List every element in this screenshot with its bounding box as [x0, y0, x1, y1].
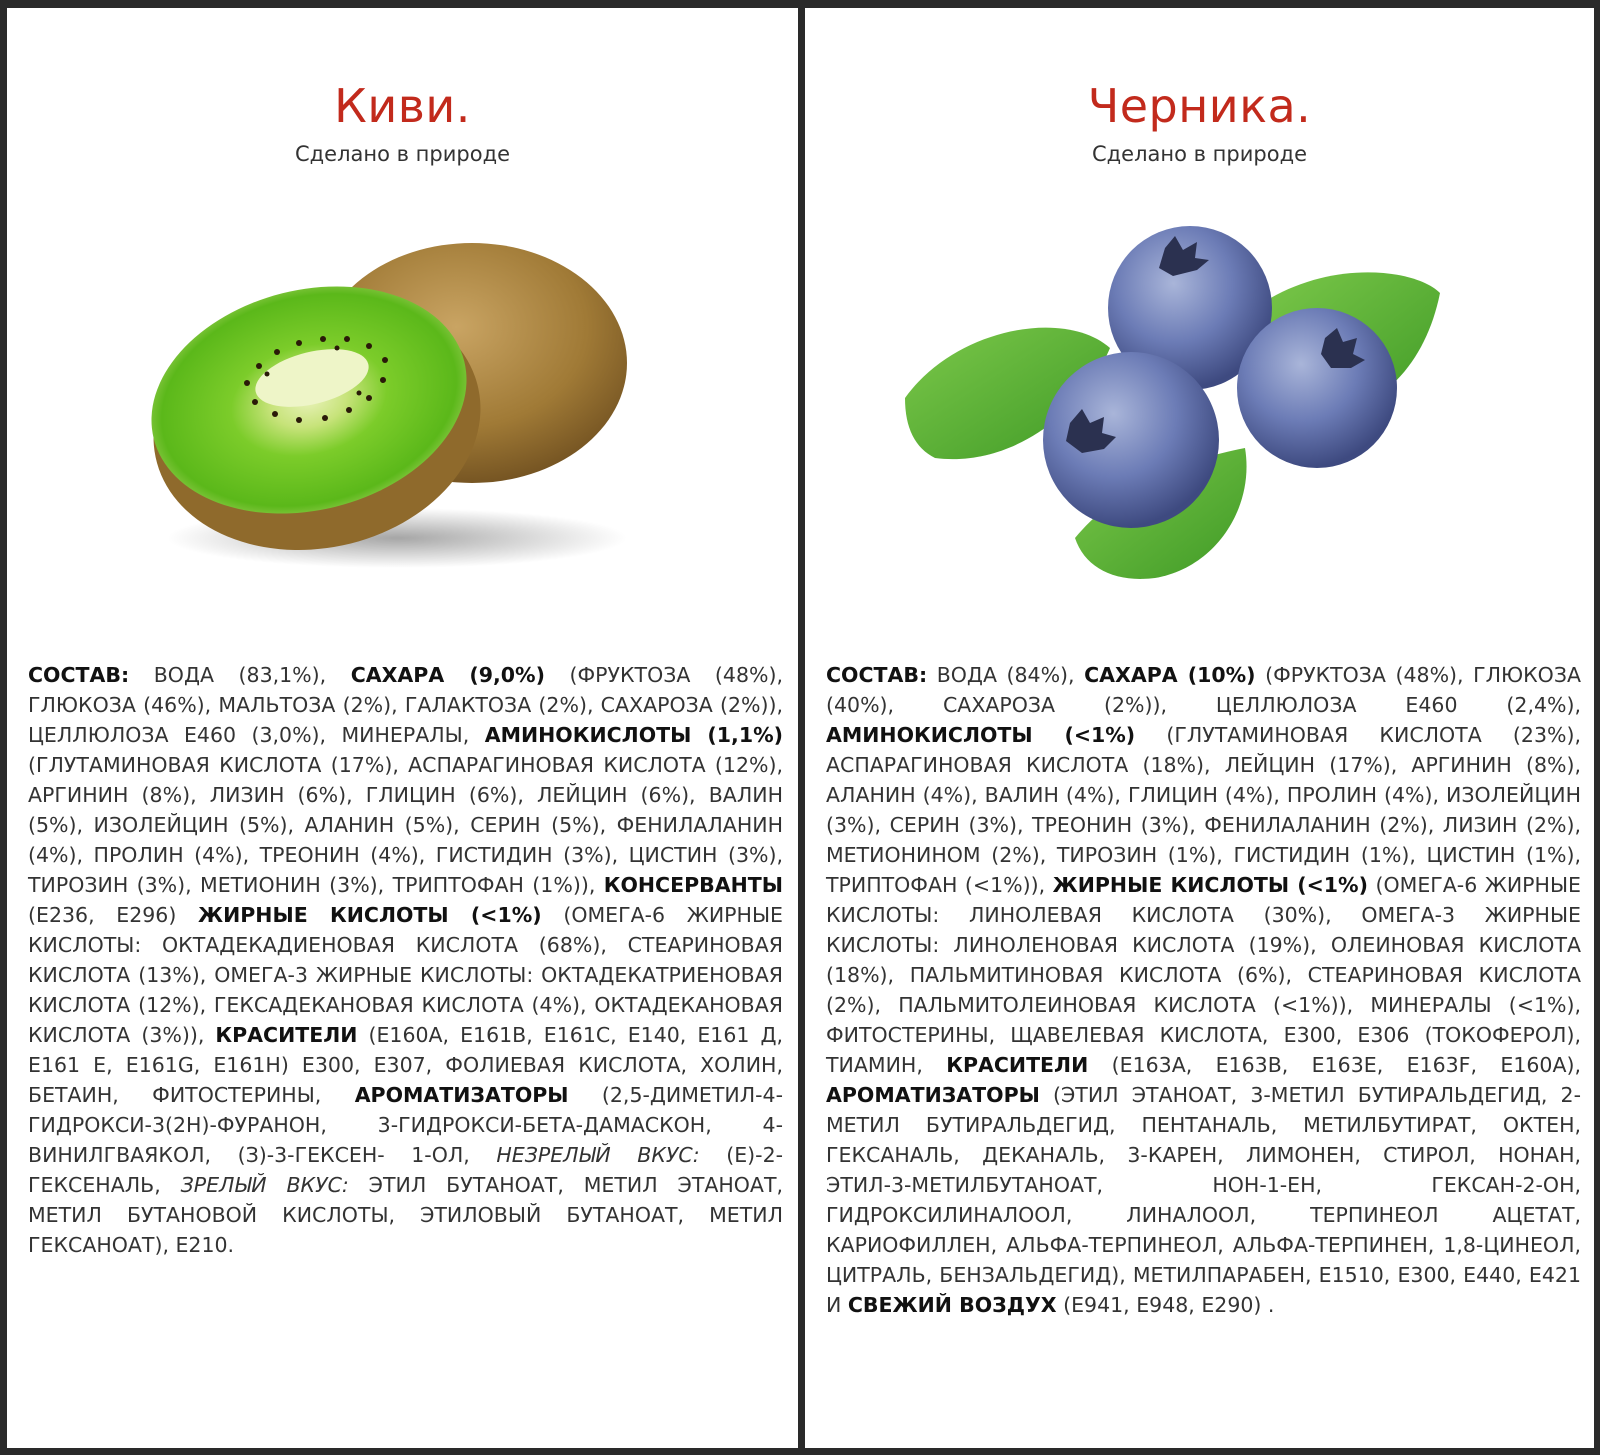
- kiwi-image: [127, 208, 667, 598]
- composition-bold-term: КРАСИТЕЛИ: [215, 1023, 358, 1047]
- composition-text: ЭТИЛ БУТАНОАТ, МЕТИЛ ЭТАНОАТ, МЕТИЛ БУТАНОВОЙ КИСЛОТЫ, ЭТИЛОВЫЙ БУТАНОАТ, МЕТИЛ ГЕКСАНОАТ), Е210.: [28, 1173, 783, 1257]
- kiwi-card: [7, 8, 798, 1448]
- composition-italic-term: ЗРЕЛЫЙ ВКУС:: [180, 1173, 349, 1197]
- composition-text: (Е941, Е948, Е290) .: [1056, 1293, 1275, 1317]
- composition-bold-term: СОСТАВ:: [28, 663, 130, 687]
- composition-text: (ФРУКТОЗА (48%), ГЛЮКОЗА (46%), МАЛЬТОЗА (2%), ГАЛАКТОЗА (2%), САХАРОЗА (2%)), ЦЕЛЛЮЛОЗА Е460 (3,0%), МИНЕРАЛЫ,: [28, 663, 783, 747]
- kiwi-composition: [28, 660, 783, 1260]
- composition-text: (ФРУКТОЗА (48%), ГЛЮКОЗА (40%), САХАРОЗА (2%)), ЦЕЛЛЮЛОЗА Е460 (2,4%),: [826, 663, 1581, 717]
- composition-bold-term: АМИНОКИСЛОТЫ (1,1%): [484, 723, 783, 747]
- composition-bold-term: АМИНОКИСЛОТЫ (<1%): [826, 723, 1136, 747]
- composition-bold-term: САХАРА (10%): [1084, 663, 1256, 687]
- composition-text: (ГЛУТАМИНОВАЯ КИСЛОТА (17%), АСПАРАГИНОВАЯ КИСЛОТА (12%), АРГИНИН (8%), ЛИЗИН (6%), ГЛИЦИН (6%), ЛЕЙЦИН (6%), ВАЛИН (5%), ИЗОЛЕЙЦИН (5%), АЛАНИН (5%), СЕРИН (5%), ФЕНИЛАЛАНИН (4%), ПРОЛИН (4%), ТРЕОНИН (4%), ГИСТИДИН (3%), ЦИСТИН (3%), ТИРОЗИН (3%), МЕТИОНИН (3%), ТРИПТОФАН (1%)),: [28, 753, 783, 897]
- composition-bold-term: СВЕЖИЙ ВОЗДУХ: [847, 1293, 1057, 1317]
- composition-bold-term: АРОМАТИЗАТОРЫ: [826, 1083, 1040, 1107]
- composition-italic-term: НЕЗРЕЛЫЙ ВКУС:: [496, 1143, 700, 1167]
- composition-bold-term: СОСТАВ:: [826, 663, 928, 687]
- composition-text: (ОМЕГА-6 ЖИРНЫЕ КИСЛОТЫ: ОКТАДЕКАДИЕНОВАЯ КИСЛОТА (68%), СТЕАРИНОВАЯ КИСЛОТА (13%), ОМЕГА-3 ЖИРНЫЕ КИСЛОТЫ: ОКТАДЕКАТРИЕНОВАЯ КИСЛОТА (12%), ГЕКСАДЕКАНОВАЯ КИСЛОТА (4%), ОКТАДЕКАНОВАЯ КИСЛОТА (3%)),: [28, 903, 783, 1047]
- composition-bold-term: КОНСЕРВАНТЫ: [603, 873, 783, 897]
- kiwi-title: Киви.: [334, 79, 471, 133]
- blueberry-image: [895, 218, 1455, 598]
- composition-text: (Е160А, Е161В, Е161С, Е140, Е161 Д, Е161 Е, Е161G, Е161Н) Е300, Е307, ФОЛИЕВАЯ КИСЛОТА, ХОЛИН, БЕТАИН, ФИТОСТЕРИНЫ,: [28, 1023, 783, 1107]
- kiwi-subtitle: Сделано в природе: [294, 142, 511, 166]
- composition-text: (2,5-ДИМЕТИЛ-4-ГИДРОКСИ-3(2Н)-ФУРАНОН, 3-ГИДРОКСИ-БЕТА-ДАМАСКОН, 4-ВИНИЛГВАЯКОЛ, (З)-3-ГЕКСЕН- 1-ОЛ,: [28, 1083, 783, 1167]
- blueberry-subtitle: Сделано в природе: [1091, 142, 1308, 166]
- composition-bold-term: ЖИРНЫЕ КИСЛОТЫ (<1%): [1052, 873, 1368, 897]
- composition-text: (ГЛУТАМИНОВАЯ КИСЛОТА (23%), АСПАРАГИНОВАЯ КИСЛОТА (18%), ЛЕЙЦИН (17%), АРГИНИН (8%), АЛАНИН (4%), ВАЛИН (4%), ГЛИЦИН (4%), ПРОЛИН (4%), ИЗОЛЕЙЦИН (3%), СЕРИН (3%), ТРЕОНИН (3%), ФЕНИЛАЛАНИН (2%), ЛИЗИН (2%), МЕТИОНИНОМ (2%), ТИРОЗИН (1%), ГИСТИДИН (1%), ЦИСТИН (1%), ТРИПТОФАН (<1%)),: [826, 723, 1581, 897]
- composition-text: (Е163А, Е163В, Е163Е, Е163F, Е160А),: [1088, 1053, 1581, 1077]
- composition-bold-term: ЖИРНЫЕ КИСЛОТЫ (<1%): [198, 903, 542, 927]
- blueberry-composition: [826, 660, 1581, 1320]
- composition-bold-term: АРОМАТИЗАТОРЫ: [354, 1083, 569, 1107]
- composition-text: ВОДА (83,1%),: [129, 663, 351, 687]
- blueberry-card: [805, 8, 1594, 1448]
- composition-text: ВОДА (84%),: [927, 663, 1085, 687]
- composition-bold-term: САХАРА (9,0%): [350, 663, 545, 687]
- composition-bold-term: КРАСИТЕЛИ: [946, 1053, 1089, 1077]
- composition-text: (ОМЕГА-6 ЖИРНЫЕ КИСЛОТЫ: ЛИНОЛЕВАЯ КИСЛОТА (30%), ОМЕГА-3 ЖИРНЫЕ КИСЛОТЫ: ЛИНОЛЕНОВАЯ КИСЛОТА (19%), ОЛЕИНОВАЯ КИСЛОТА (18%), ПАЛЬМИТИНОВАЯ КИСЛОТА (6%), СТЕАРИНОВАЯ КИСЛОТА (2%), ПАЛЬМИТОЛЕИНОВАЯ КИСЛОТА (<1%)), МИНЕРАЛЫ (<1%), ФИТОСТЕРИНЫ, ЩАВЕЛЕВАЯ КИСЛОТА, Е300, Е306 (ТОКОФЕРОЛ), ТИАМИН,: [826, 873, 1581, 1077]
- composition-text: (Е)-2-ГЕКСЕНАЛЬ,: [28, 1143, 784, 1197]
- composition-text: (Е236, Е296): [28, 903, 199, 927]
- blueberry-title: Черника.: [1087, 79, 1312, 133]
- composition-text: (ЭТИЛ ЭТАНОАТ, 3-МЕТИЛ БУТИРАЛЬДЕГИД, 2-МЕТИЛ БУТИРАЛЬДЕГИД, ПЕНТАНАЛЬ, МЕТИЛБУТИРАТ, ОКТЕН, ГЕКСАНАЛЬ, ДЕКАНАЛЬ, 3-КАРЕН, ЛИМОНЕН, СТИРОЛ, НОНАН, ЭТИЛ-3-МЕТИЛБУТАНОАТ, НОН-1-ЕН, ГЕКСАН-2-ОН, ГИДРОКСИЛИНАЛООЛ, ЛИНАЛООЛ, ТЕРПИНЕОЛ АЦЕТАТ, КАРИОФИЛЛЕН, АЛЬФА-ТЕРПИНЕОЛ, АЛЬФА-ТЕРПИНЕН, 1,8-ЦИНЕОЛ, ЦИТРАЛЬ, БЕНЗАЛЬДЕГИД), МЕТИЛПАРАБЕН, Е1510, Е300, Е440, Е421 И: [826, 1083, 1581, 1317]
- berry-right: [1237, 308, 1397, 468]
